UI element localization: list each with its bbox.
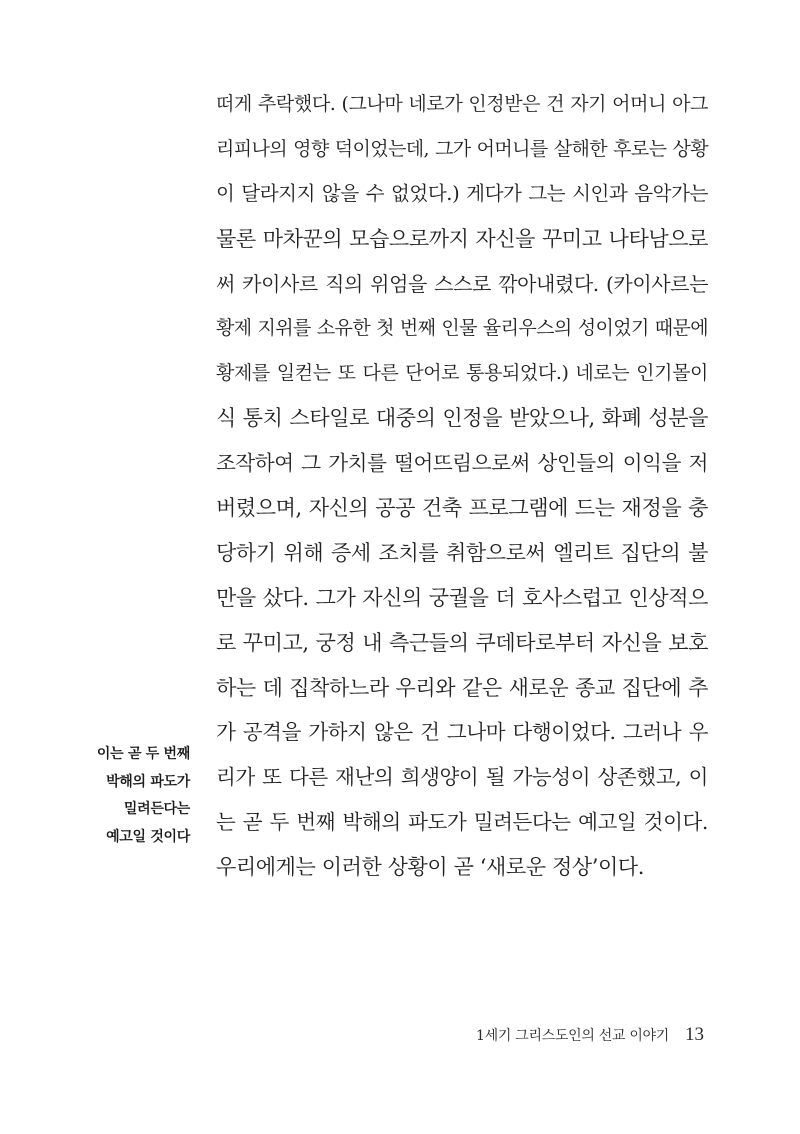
body-line: 만을 샀다. 그가 자신의 궁궐을 더 호사스럽고 인상적으: [216, 585, 708, 610]
pull-quote-line: 예고일 것이다: [106, 828, 190, 845]
body-line: 떠게 추락했다. (그나마 네로가 인정받은 건 자기 어머니 아그: [216, 93, 708, 115]
pull-quote-line: 박해의 파도가: [106, 773, 190, 790]
body-line: 조작하여 그 가치를 떨어뜨림으로써 상인들의 이익을 저: [216, 451, 708, 476]
running-title: 1세기 그리스도인의 선교 이야기: [476, 1028, 669, 1044]
body-line: 우리에게는 이러한 상황이 곧 ‘새로운 정상’이다.: [216, 855, 645, 880]
body-line: 물론 마차꾼의 모습으로까지 자신을 꾸미고 나타남으로: [216, 226, 708, 251]
body-line: 식 통치 스타일로 대중의 인정을 받았으나, 화폐 성분을: [216, 406, 708, 431]
body-line: 이 달라지지 않을 수 없었다.) 게다가 그는 시인과 음악가는: [216, 181, 708, 205]
body-line: 는 곧 두 번째 박해의 파도가 밀려든다는 예고일 것이다.: [216, 810, 708, 835]
body-line: 로 꾸미고, 궁정 내 측근들의 쿠데타로부터 자신을 보호: [216, 630, 708, 655]
page-number: 13: [685, 1024, 704, 1045]
pull-quote: [60, 741, 190, 851]
body-line: 하는 데 집착하느라 우리와 같은 새로운 종교 집단에 추: [216, 675, 708, 700]
pull-quote-line: 밀려든다는: [123, 801, 190, 817]
body-line: 버렸으며, 자신의 공공 건축 프로그램에 드는 재정을 충: [216, 496, 708, 521]
body-line: 황제를 일컫는 또 다른 단어로 통용되었다.) 네로는 인기몰이: [216, 362, 708, 385]
body-line: 가 공격을 가하지 않은 건 그나마 다행이었다. 그러나 우: [216, 720, 708, 745]
body-text: [216, 82, 708, 890]
body-line: 황제 지위를 소유한 첫 번째 인물 율리우스의 성이었기 때문에: [216, 317, 708, 340]
body-line: 리가 또 다른 재난의 희생양이 될 가능성이 상존했고, 이: [216, 765, 708, 790]
body-line: 리피나의 영향 덕이었는데, 그가 어머니를 살해한 후로는 상황: [216, 137, 708, 160]
body-line: 써 카이사르 직의 위엄을 스스로 깎아내렸다. (카이사르는: [216, 271, 708, 296]
body-line: 당하기 위해 증세 조치를 취함으로써 엘리트 집단의 불: [216, 540, 708, 565]
page-footer: [476, 1022, 704, 1048]
pull-quote-line: 이는 곧 두 번째: [96, 746, 190, 762]
